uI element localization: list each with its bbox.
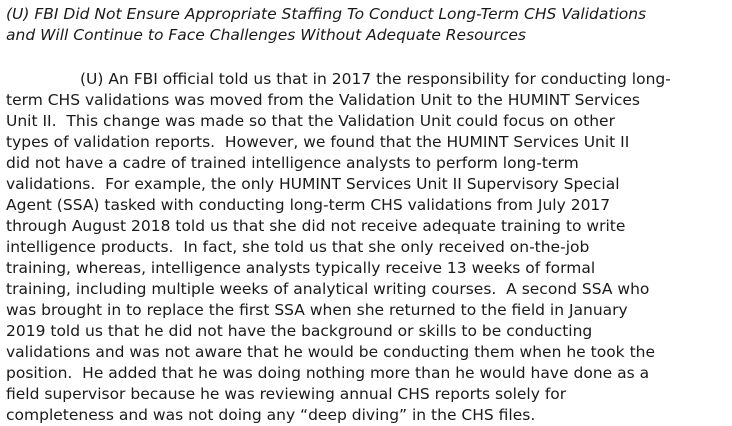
paragraph-line: types of validation reports. However, we found that the HUMINT Services Unit II — [6, 133, 630, 151]
paragraph-line: 2019 told us that he did not have the background or skills to be conducting — [6, 322, 593, 340]
paragraph-line: through August 2018 told us that she did not receive adequate training to write — [6, 217, 626, 235]
paragraph-line: term CHS validations was moved from the Validation Unit to the HUMINT Services — [6, 91, 640, 109]
paragraph-line: position. He added that he was doing nothing more than he would have done as a — [6, 364, 650, 382]
heading-line: and Will Continue to Face Challenges Without Adequate Resources — [6, 26, 526, 44]
paragraph-line: validations and was not aware that he would be conducting them when he took the — [6, 343, 656, 361]
paragraph-line: field supervisor because he was reviewing annual CHS reports solely for — [6, 385, 567, 403]
paragraph-line: (U) An FBI official told us that in 2017 the responsibility for conducting long- — [80, 70, 671, 88]
document-page — [6, 4, 728, 426]
body-paragraph — [6, 69, 728, 426]
paragraph-line: was brought in to replace the first SSA when she returned to the field in January — [6, 301, 628, 319]
paragraph-line: completeness and was not doing any “deep diving” in the CHS files. — [6, 406, 536, 424]
paragraph-line: Agent (SSA) tasked with conducting long-term CHS validations from July 2017 — [6, 196, 611, 214]
paragraph-line: did not have a cadre of trained intelligence analysts to perform long-term — [6, 154, 579, 172]
paragraph-line: Unit II. This change was made so that the Validation Unit could focus on other — [6, 112, 615, 130]
paragraph-line: validations. For example, the only HUMINT Services Unit II Supervisory Special — [6, 175, 620, 193]
paragraph-line: training, whereas, intelligence analysts typically receive 13 weeks of formal — [6, 259, 596, 277]
section-heading — [6, 4, 728, 46]
paragraph-line: intelligence products. In fact, she told us that she only received on-the-job — [6, 238, 590, 256]
heading-line: (U) FBI Did Not Ensure Appropriate Staffing To Conduct Long-Term CHS Validations — [6, 5, 647, 23]
paragraph-line: training, including multiple weeks of analytical writing courses. A second SSA who — [6, 280, 650, 298]
